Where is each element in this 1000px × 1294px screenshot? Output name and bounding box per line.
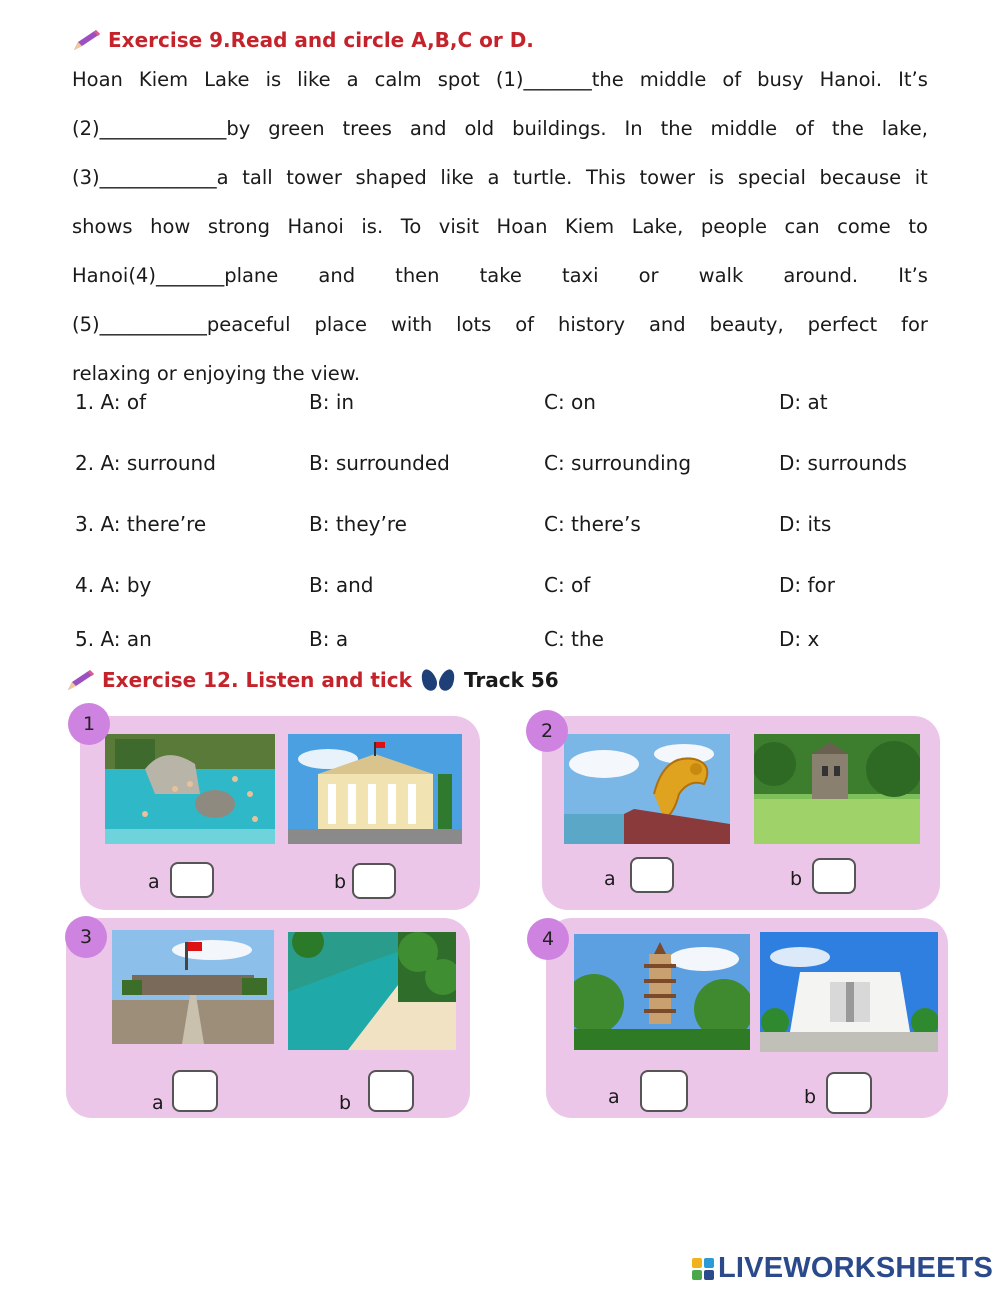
passage-word: It’s [898,68,928,91]
passage-word: tower [639,166,695,189]
passage-word: shows [72,215,133,238]
passage-word: take [479,264,522,287]
track-label: Track 56 [463,668,559,692]
tick-box-4a[interactable] [640,1070,688,1112]
passage-word: (1)_______the [495,68,624,91]
passage-word: and [318,264,356,287]
photo-citadel [112,930,274,1044]
card-number-badge: 4 [527,918,569,960]
passage-word: like [297,68,331,91]
tick-box-4b[interactable] [826,1072,872,1114]
passage-word: trees [342,117,392,140]
answer-choice-a[interactable]: 5. A: an [75,627,152,651]
listening-card-4 [546,918,948,1118]
passage-line [72,251,928,300]
passage-word: visit [438,215,479,238]
passage-word: come [837,215,891,238]
answer-choice-c[interactable]: C: surrounding [544,451,692,475]
passage-word: tall [242,166,273,189]
passage-word: Kiem [564,215,615,238]
passage-line [72,104,928,153]
answer-choice-c[interactable]: C: on [544,390,596,414]
photo-pagoda [574,934,750,1050]
option-label-a: a [608,1086,620,1108]
passage-word: Hoan [496,215,548,238]
passage-word: with [390,313,433,336]
passage-word: (3)____________a [72,166,229,189]
passage-word: taxi [561,264,599,287]
passage-word: then [395,264,440,287]
passage-word: around. [783,264,859,287]
tick-box-2a[interactable] [630,857,674,893]
passage-word: tower [286,166,342,189]
passage-word: to [908,215,928,238]
passage-word: busy [757,68,804,91]
passage-word: spot [437,68,480,91]
photo-tropical-beach [288,932,456,1050]
option-label-b: b [339,1092,352,1114]
passage-word: is. [361,215,384,238]
passage-word: strong [207,215,270,238]
exercise-9-title: Exercise 9.Read and circle A,B,C or D. [108,28,534,52]
passage-word: old [464,117,495,140]
passage-word: is [265,68,282,91]
passage-word: In [624,117,643,140]
passage-word: of [795,117,814,140]
answer-choice-c[interactable]: C: of [544,573,591,597]
passage-word: middle [710,117,778,140]
logo-text: LIVEWORKSHEETS [718,1252,994,1284]
answer-choice-d[interactable]: D: x [779,627,820,651]
tick-box-3a[interactable] [172,1070,218,1112]
answer-choice-a[interactable]: 4. A: by [75,573,152,597]
answer-choice-d[interactable]: D: at [779,390,828,414]
passage-word: To [400,215,422,238]
passage-line [72,55,928,104]
option-label-a: a [148,871,160,893]
passage-word: it [914,166,928,189]
passage-word: or [638,264,659,287]
answer-choice-a[interactable]: 2. A: surround [75,451,216,475]
passage-word: place [314,313,367,336]
headphones-icon [422,669,454,691]
card-number-badge: 3 [65,916,107,958]
passage-word: This [585,166,626,189]
card-number-badge: 2 [526,710,568,752]
passage-word: is [708,166,725,189]
passage-word: of [515,313,535,336]
answer-choice-d[interactable]: D: for [779,573,835,597]
answer-choice-b[interactable]: B: in [309,390,355,414]
passage-word: Hoan [72,68,123,91]
passage-word: Hanoi [287,215,344,238]
answer-choice-b[interactable]: B: and [309,573,374,597]
passage-word: Kiem [138,68,189,91]
passage-word: for [901,313,928,336]
answer-choice-c[interactable]: C: there’s [544,512,641,536]
pencil-icon [72,28,102,52]
passage-word: lots [456,313,492,336]
passage-word: walk [698,264,744,287]
photo-turtle-tower [754,734,920,844]
passage-word: of [722,68,742,91]
passage-word: special [737,166,806,189]
passage-word: the [660,117,693,140]
listening-card-3 [66,918,470,1118]
answer-choice-d[interactable]: D: surrounds [779,451,907,475]
listening-card-2 [542,716,940,910]
exercise-12-heading [66,668,559,692]
photo-dragon-bridge [564,734,730,844]
passage-word: relaxing or enjoying the view. [72,362,361,385]
photo-water-park [105,734,275,844]
passage-word: Hanoi(4)_______plane [72,264,279,287]
passage-word: the [831,117,864,140]
passage-word: calm [374,68,422,91]
passage-word: how [150,215,191,238]
liveworksheets-logo [692,1252,993,1285]
passage-word: middle [639,68,707,91]
passage-line [72,153,928,202]
answer-choice-b[interactable]: B: a [309,627,349,651]
passage-word: people [700,215,767,238]
answer-choice-a[interactable]: 1. A: of [75,390,147,414]
passage-word: like [440,166,474,189]
passage-word: shaped [355,166,427,189]
exercise-12-title: Exercise 12. Listen and tick [102,668,412,692]
answer-choice-c[interactable]: C: the [544,627,604,651]
card-number-badge: 1 [68,703,110,745]
answer-choice-b[interactable]: B: surrounded [309,451,450,475]
answer-choice-b[interactable]: B: they’re [309,512,407,536]
option-label-b: b [804,1086,817,1108]
passage-word: a [346,68,359,91]
passage-word: perfect [807,313,878,336]
tick-box-3b[interactable] [368,1070,414,1112]
option-label-a: a [152,1092,164,1114]
passage-word: can [784,215,820,238]
passage-word: lake, [881,117,928,140]
passage-word: Lake [204,68,250,91]
answer-choice-d[interactable]: D: its [779,512,832,536]
passage-word: (5)___________peaceful [72,313,291,336]
passage-word: Hanoi. [819,68,883,91]
passage-line [72,300,928,349]
passage-word: because [819,166,902,189]
passage-word: turtle. [513,166,573,189]
passage-word: beauty, [709,313,784,336]
passage-word: and [648,313,686,336]
passage-word: green [268,117,325,140]
option-label-b: b [790,868,803,890]
tick-box-2b[interactable] [812,858,856,894]
passage-word: history [557,313,626,336]
option-label-b: b [334,871,347,893]
passage-word: It’s [898,264,928,287]
passage-line [72,202,928,251]
passage-word: buildings. [512,117,607,140]
passage-word: a [487,166,500,189]
passage-word: and [409,117,447,140]
photo-opera-house [288,734,462,844]
pencil-icon [66,668,96,692]
answer-choice-a[interactable]: 3. A: there’re [75,512,207,536]
option-label-a: a [604,868,616,890]
listening-card-1 [80,716,480,910]
logo-mark-icon [692,1258,714,1280]
photo-museum [760,932,938,1052]
passage-word: Lake, [631,215,684,238]
reading-passage [72,55,928,398]
tick-box-1a[interactable] [170,862,214,898]
tick-box-1b[interactable] [352,863,396,899]
exercise-9-heading [72,28,534,52]
passage-word: (2)_____________by [72,117,251,140]
